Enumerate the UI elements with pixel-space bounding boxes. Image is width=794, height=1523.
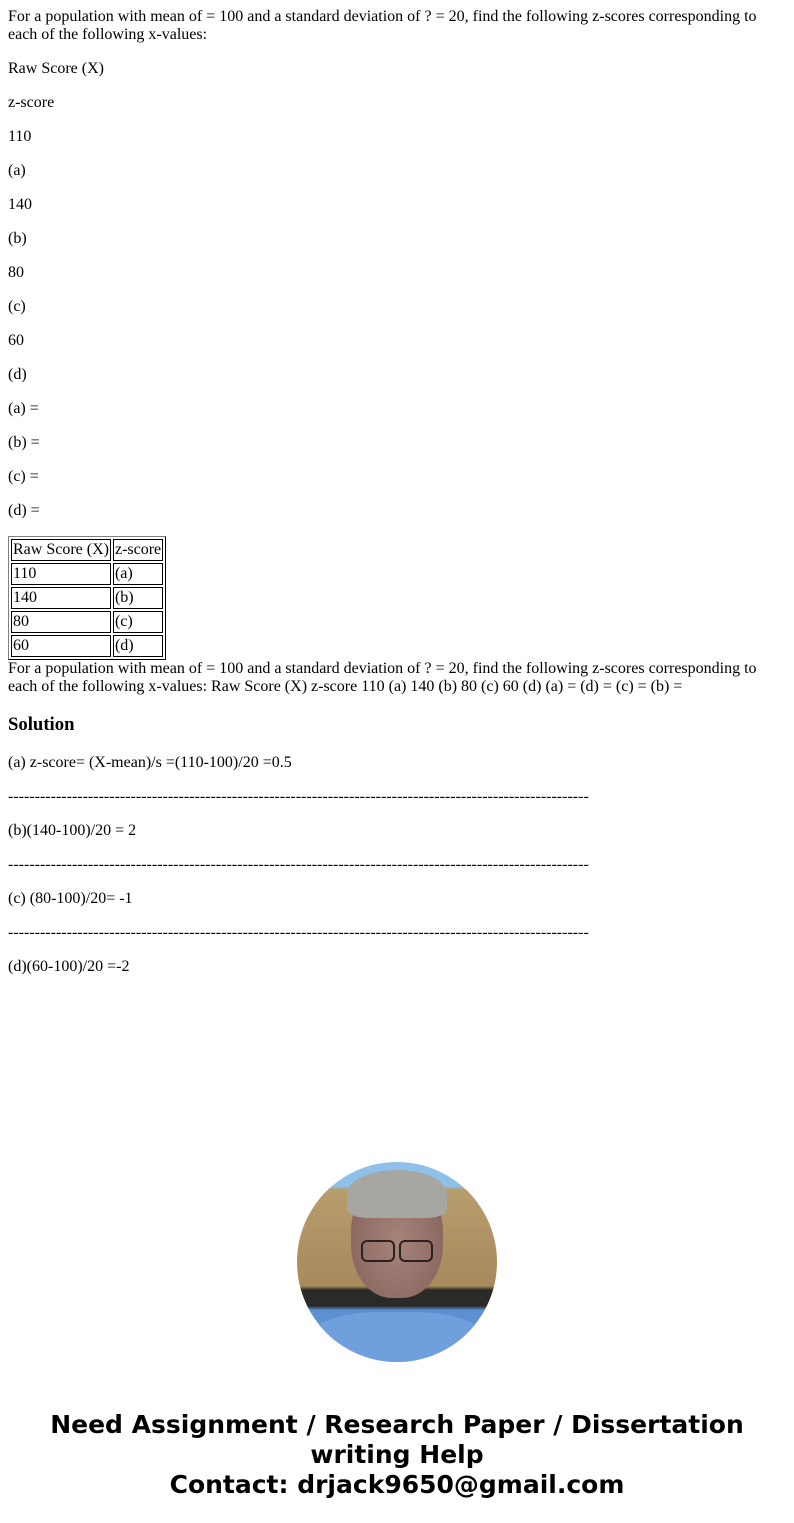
table-header: z-score bbox=[113, 539, 163, 561]
question-line: (d) bbox=[8, 366, 27, 383]
question-line: 80 bbox=[8, 264, 24, 281]
question-line: (c) = bbox=[8, 468, 39, 485]
solution-heading: Solution bbox=[8, 714, 75, 735]
solution-divider: ------------------------------------------------------------------------------------------------------------- bbox=[8, 856, 589, 873]
photo-hair bbox=[347, 1170, 447, 1218]
z-score-table bbox=[8, 536, 166, 660]
solution-divider: ------------------------------------------------------------------------------------------------------------- bbox=[8, 924, 589, 941]
photo-glasses bbox=[361, 1240, 433, 1260]
table-cell: 60 bbox=[11, 635, 111, 657]
table-header-row bbox=[11, 539, 163, 561]
question-intro: For a population with mean of = 100 and a standard deviation of ? = 20, find the following z-scores corresponding to each of the following x-values: bbox=[8, 8, 757, 43]
question-line: 110 bbox=[8, 128, 32, 145]
question-line: 140 bbox=[8, 196, 32, 213]
question-line: z-score bbox=[8, 94, 55, 111]
footer-contact: Contact: drjack9650@gmail.com bbox=[169, 1470, 625, 1499]
solution-line: (b)(140-100)/20 = 2 bbox=[8, 822, 137, 839]
photo-shirt bbox=[307, 1312, 487, 1362]
solution-line: (a) z-score= (X-mean)/s =(110-100)/20 =0.5 bbox=[8, 754, 292, 771]
solution-line: (d)(60-100)/20 =-2 bbox=[8, 958, 130, 975]
author-photo-container bbox=[8, 1162, 786, 1367]
table-row bbox=[11, 635, 163, 657]
question-line: 60 bbox=[8, 332, 24, 349]
question-summary: For a population with mean of = 100 and a standard deviation of ? = 20, find the following z-scores corresponding to each of the following x-values: Raw Score (X) z-score 110 (a) 140 (b) 80 (c) 60 (d) (a) = (d) = (c) = (b) = bbox=[8, 660, 757, 695]
solution-line: (c) (80-100)/20= -1 bbox=[8, 890, 133, 907]
footer-line1: Need Assignment / Research Paper / Dissertation writing Help bbox=[50, 1410, 744, 1469]
footer-ad bbox=[8, 1410, 786, 1500]
question-line: (a) bbox=[8, 162, 26, 179]
table-row bbox=[11, 611, 163, 633]
table-header: Raw Score (X) bbox=[11, 539, 111, 561]
table-cell: (b) bbox=[113, 587, 163, 609]
question-line: (c) bbox=[8, 298, 26, 315]
table-cell: 110 bbox=[11, 563, 111, 585]
question-line: Raw Score (X) bbox=[8, 60, 104, 77]
table-cell: (c) bbox=[113, 611, 163, 633]
table-row bbox=[11, 563, 163, 585]
question-line: (a) = bbox=[8, 400, 39, 417]
solution-divider: ------------------------------------------------------------------------------------------------------------- bbox=[8, 788, 589, 805]
question-line: (b) bbox=[8, 230, 27, 247]
table-row bbox=[11, 587, 163, 609]
table-cell: 140 bbox=[11, 587, 111, 609]
author-photo bbox=[297, 1162, 497, 1362]
question-line: (b) = bbox=[8, 434, 40, 451]
table-cell: (a) bbox=[113, 563, 163, 585]
question-line: (d) = bbox=[8, 502, 40, 519]
table-cell: 80 bbox=[11, 611, 111, 633]
table-cell: (d) bbox=[113, 635, 163, 657]
